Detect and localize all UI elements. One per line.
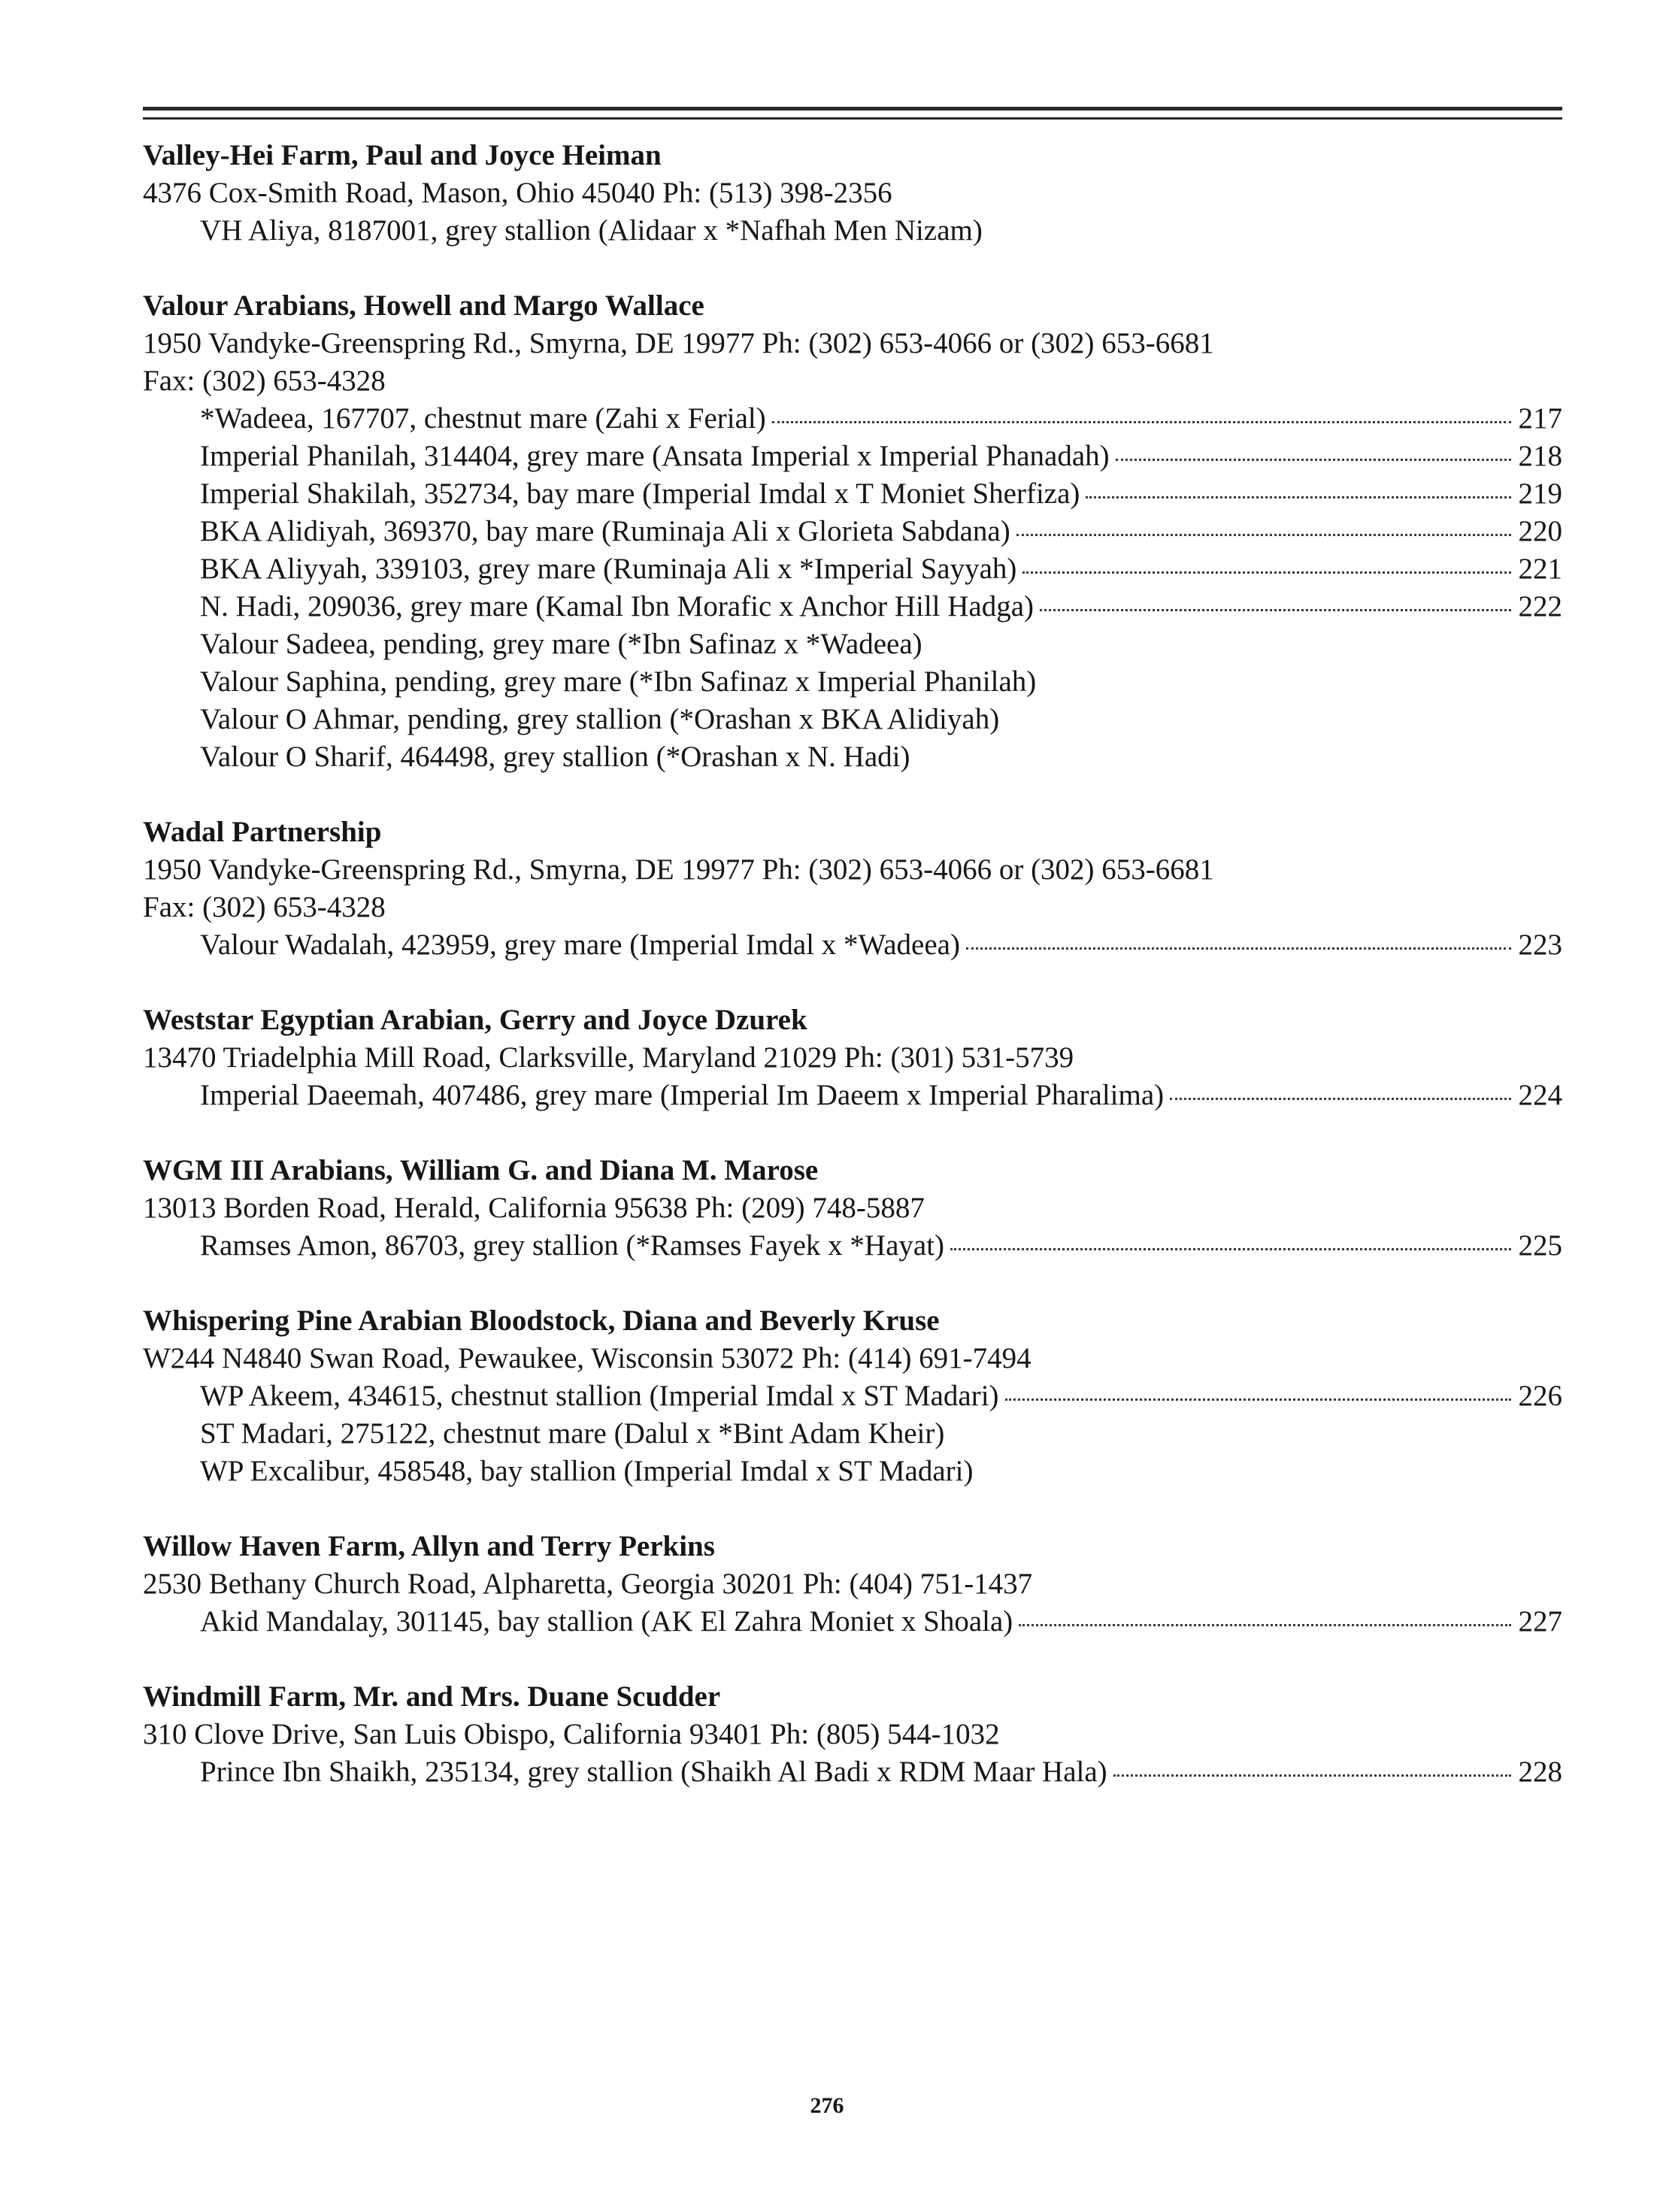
page-reference: 228	[1518, 1756, 1562, 1788]
horse-description: Imperial Daeemah, 407486, grey mare (Imperial Im Daeem x Imperial Pharalima)	[200, 1079, 1165, 1111]
header-rule-thin	[143, 117, 1562, 120]
dot-leader	[966, 947, 1511, 950]
address-line: 13013 Borden Road, Herald, California 95638 Ph: (209) 748-5887	[143, 1192, 925, 1224]
horse-listing	[143, 626, 1562, 663]
address-line: W244 N4840 Swan Road, Pewaukee, Wisconsin 53072 Ph: (414) 691-7494	[143, 1342, 1031, 1374]
horse-description: Valour Wadalah, 423959, grey mare (Imperial Imdal x *Wadeea)	[200, 929, 960, 961]
dot-leader	[1019, 1624, 1510, 1626]
horse-description: BKA Alidiyah, 369370, bay mare (Ruminaja Ali x Glorieta Sabdana)	[200, 515, 1010, 547]
dot-leader	[1170, 1098, 1510, 1100]
horse-description: WP Akeem, 434615, chestnut stallion (Imperial Imdal x ST Madari)	[200, 1380, 999, 1412]
horse-listing	[143, 926, 1562, 964]
horse-description: Ramses Amon, 86703, grey stallion (*Ramses Fayek x *Hayat)	[200, 1229, 945, 1262]
dot-leader	[1116, 459, 1511, 461]
horse-listing	[143, 701, 1562, 738]
horse-listing	[143, 475, 1562, 513]
horse-description: Valour Sadeea, pending, grey mare (*Ibn Safinaz x *Wadeea)	[200, 628, 922, 660]
dot-leader	[1016, 534, 1511, 536]
horse-listing	[143, 400, 1562, 438]
address-line: 310 Clove Drive, San Luis Obispo, California 93401 Ph: (805) 544-1032	[143, 1718, 1000, 1750]
page-reference: 227	[1518, 1605, 1562, 1638]
horse-listing	[143, 738, 1562, 776]
horse-listing	[143, 438, 1562, 475]
horse-description: *Wadeea, 167707, chestnut mare (Zahi x Ferial)	[200, 402, 766, 435]
page-reference: 222	[1518, 590, 1562, 623]
page-reference: 220	[1518, 515, 1562, 547]
address-line: Fax: (302) 653-4328	[143, 365, 386, 397]
directory-entry	[143, 1001, 1562, 1114]
farm-name: Weststar Egyptian Arabian, Gerry and Joyce Dzurek	[143, 1004, 807, 1036]
directory-listing	[143, 137, 1562, 1829]
address-line: Fax: (302) 653-4328	[143, 891, 386, 923]
horse-description: Valour O Ahmar, pending, grey stallion (*Orashan x BKA Alidiyah)	[200, 703, 1000, 735]
farm-name: Valley-Hei Farm, Paul and Joyce Heiman	[143, 139, 662, 171]
horse-description: ST Madari, 275122, chestnut mare (Dalul x *Bint Adam Kheir)	[200, 1417, 945, 1450]
horse-listing	[143, 1603, 1562, 1641]
header-rule-thick	[143, 107, 1562, 111]
farm-name: Windmill Farm, Mr. and Mrs. Duane Scudder	[143, 1680, 721, 1713]
directory-entry	[143, 287, 1562, 776]
horse-listing	[143, 1415, 1562, 1453]
horse-listing	[143, 1753, 1562, 1791]
page-reference: 223	[1518, 929, 1562, 961]
directory-entry	[143, 1302, 1562, 1490]
horse-description: Valour Saphina, pending, grey mare (*Ibn Safinaz x Imperial Phanilah)	[200, 665, 1037, 698]
page-reference: 226	[1518, 1380, 1562, 1412]
farm-name: Valour Arabians, Howell and Margo Wallace	[143, 289, 704, 322]
horse-description: Valour O Sharif, 464498, grey stallion (*Orashan x N. Hadi)	[200, 741, 910, 773]
page-reference: 225	[1518, 1229, 1562, 1262]
horse-listing	[143, 513, 1562, 550]
farm-name: Willow Haven Farm, Allyn and Terry Perkins	[143, 1530, 715, 1562]
horse-listing	[143, 663, 1562, 701]
horse-listing	[143, 588, 1562, 626]
horse-description: Akid Mandalay, 301145, bay stallion (AK El Zahra Moniet x Shoala)	[200, 1605, 1013, 1638]
page-reference: 218	[1518, 440, 1562, 472]
horse-description: WP Excalibur, 458548, bay stallion (Imperial Imdal x ST Madari)	[200, 1455, 974, 1487]
dot-leader	[1040, 609, 1510, 611]
horse-listing	[143, 1453, 1562, 1490]
horse-listing	[143, 1077, 1562, 1114]
page-reference: 224	[1518, 1079, 1562, 1111]
directory-entry	[143, 814, 1562, 964]
page-reference: 217	[1518, 402, 1562, 435]
horse-listing	[143, 550, 1562, 588]
horse-listing	[143, 1227, 1562, 1265]
address-line: 1950 Vandyke-Greenspring Rd., Smyrna, DE 19977 Ph: (302) 653-4066 or (302) 653-6681	[143, 327, 1214, 359]
horse-listing	[143, 1377, 1562, 1415]
dot-leader	[772, 421, 1511, 423]
directory-entry	[143, 1528, 1562, 1641]
directory-entry	[143, 1152, 1562, 1265]
farm-name: Whispering Pine Arabian Bloodstock, Diana and Beverly Kruse	[143, 1304, 940, 1337]
horse-description: N. Hadi, 209036, grey mare (Kamal Ibn Morafic x Anchor Hill Hadga)	[200, 590, 1035, 623]
farm-name: Wadal Partnership	[143, 816, 382, 848]
horse-listing	[143, 212, 1562, 250]
address-line: 13470 Triadelphia Mill Road, Clarksville, Maryland 21029 Ph: (301) 531-5739	[143, 1041, 1074, 1074]
address-line: 2530 Bethany Church Road, Alpharetta, Georgia 30201 Ph: (404) 751-1437	[143, 1568, 1033, 1600]
directory-entry	[143, 137, 1562, 250]
dot-leader	[1022, 571, 1510, 574]
horse-description: VH Aliya, 8187001, grey stallion (Alidaar x *Nafhah Men Nizam)	[200, 214, 983, 247]
dot-leader	[950, 1248, 1510, 1250]
horse-description: Imperial Phanilah, 314404, grey mare (Ansata Imperial x Imperial Phanadah)	[200, 440, 1110, 472]
dot-leader	[1086, 496, 1510, 498]
address-line: 4376 Cox-Smith Road, Mason, Ohio 45040 Ph: (513) 398-2356	[143, 177, 892, 209]
horse-description: BKA Aliyyah, 339103, grey mare (Ruminaja Ali x *Imperial Sayyah)	[200, 553, 1017, 585]
horse-description: Prince Ibn Shaikh, 235134, grey stallion (Shaikh Al Badi x RDM Maar Hala)	[200, 1756, 1107, 1788]
farm-name: WGM III Arabians, William G. and Diana M. Marose	[143, 1154, 819, 1186]
page-reference: 219	[1518, 477, 1562, 510]
horse-description: Imperial Shakilah, 352734, bay mare (Imperial Imdal x T Moniet Sherfiza)	[200, 477, 1080, 510]
address-line: 1950 Vandyke-Greenspring Rd., Smyrna, DE 19977 Ph: (302) 653-4066 or (302) 653-6681	[143, 853, 1214, 886]
page-reference: 221	[1518, 553, 1562, 585]
directory-entry	[143, 1678, 1562, 1791]
page-number: 276	[810, 2093, 844, 2118]
dot-leader	[1005, 1398, 1511, 1401]
dot-leader	[1113, 1774, 1511, 1777]
